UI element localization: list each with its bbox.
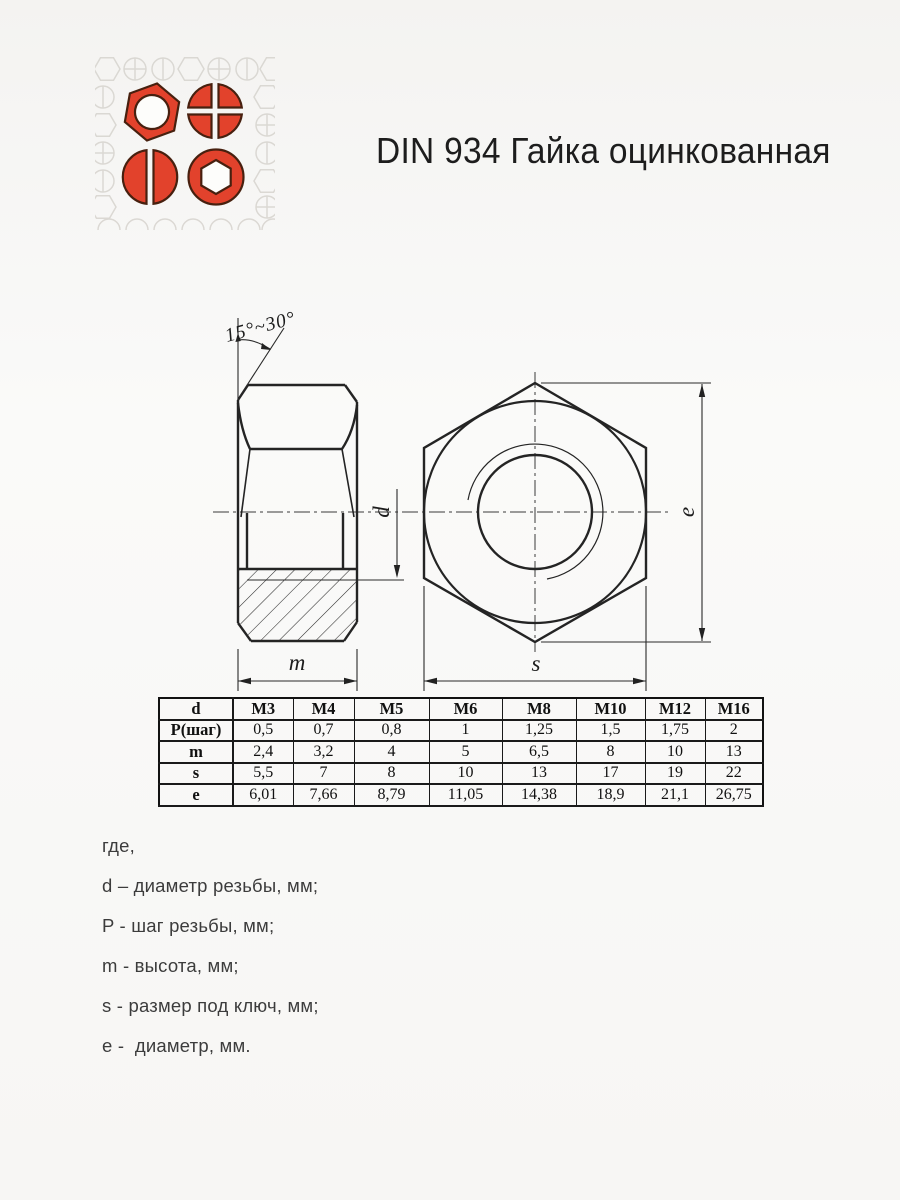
table-cell: 17 (576, 763, 645, 785)
table-cell: 13 (502, 763, 576, 785)
table-cell: 13 (705, 741, 763, 763)
table-cell: 0,7 (293, 720, 354, 742)
table-cell: 10 (429, 763, 502, 785)
table-cell: 11,05 (429, 784, 502, 806)
table-header-cell: d (159, 698, 233, 720)
table-header-cell: M6 (429, 698, 502, 720)
legend-item-m: m - высота, мм; (102, 955, 239, 976)
table-row-s (159, 763, 763, 785)
table-header-row (159, 698, 763, 720)
table-header-cell: M8 (502, 698, 576, 720)
table-header-cell: M4 (293, 698, 354, 720)
table-header-cell: M10 (576, 698, 645, 720)
legend-item-s: s - размер под ключ, мм; (102, 995, 319, 1016)
table-cell: 7,66 (293, 784, 354, 806)
table-cell: 8 (354, 763, 429, 785)
hex-nut-icon (122, 79, 181, 145)
dim-label-m: m (288, 650, 306, 675)
table-header-cell: M16 (705, 698, 763, 720)
table-cell: 8,79 (354, 784, 429, 806)
table-row-pitch (159, 720, 763, 742)
table-row-m (159, 741, 763, 763)
legend-item-e: e - диаметр, мм. (102, 1035, 251, 1056)
fastener-watermark-pattern (95, 58, 275, 230)
brand-logo (95, 55, 275, 235)
dimensions-table (158, 697, 764, 807)
table-cell: 5 (429, 741, 502, 763)
table-cell: 2 (705, 720, 763, 742)
dim-label-s: s (531, 651, 541, 676)
table-cell: 4 (354, 741, 429, 763)
dim-label-e: e (674, 506, 699, 518)
table-cell: 8 (576, 741, 645, 763)
row-label: P(шаг) (159, 720, 233, 742)
table-cell: 1 (429, 720, 502, 742)
table-cell: 22 (705, 763, 763, 785)
legend (102, 836, 319, 1076)
table-header-cell: M5 (354, 698, 429, 720)
table-cell: 19 (645, 763, 705, 785)
slotted-screw-icon (123, 150, 177, 204)
table-cell: 5,5 (233, 763, 293, 785)
table-cell: 1,75 (645, 720, 705, 742)
table-cell: 1,25 (502, 720, 576, 742)
phillips-screw-icon (188, 84, 242, 138)
table-cell: 0,8 (354, 720, 429, 742)
legend-item-p: P - шаг резьбы, мм; (102, 915, 275, 936)
legend-intro: где, (102, 835, 135, 856)
table-cell: 6,01 (233, 784, 293, 806)
table-cell: 18,9 (576, 784, 645, 806)
row-label: e (159, 784, 233, 806)
angle-label: 15°~30° (222, 307, 298, 347)
dim-label-d: d (369, 506, 394, 518)
legend-item-d: d – диаметр резьбы, мм; (102, 875, 319, 896)
table-cell: 1,5 (576, 720, 645, 742)
table-cell: 6,5 (502, 741, 576, 763)
table-cell: 2,4 (233, 741, 293, 763)
page-title: DIN 934 Гайка оцинкованная (376, 130, 831, 171)
table-header-cell: M3 (233, 698, 293, 720)
table-cell: 0,5 (233, 720, 293, 742)
table-cell: 14,38 (502, 784, 576, 806)
table-cell: 3,2 (293, 741, 354, 763)
technical-drawing (140, 275, 790, 715)
nut-side-view (238, 385, 357, 641)
table-header-cell: M12 (645, 698, 705, 720)
hex-socket-icon (189, 150, 244, 205)
row-label: m (159, 741, 233, 763)
table-cell: 21,1 (645, 784, 705, 806)
row-label: s (159, 763, 233, 785)
table-cell: 7 (293, 763, 354, 785)
table-row-e (159, 784, 763, 806)
table-cell: 10 (645, 741, 705, 763)
table-cell: 26,75 (705, 784, 763, 806)
